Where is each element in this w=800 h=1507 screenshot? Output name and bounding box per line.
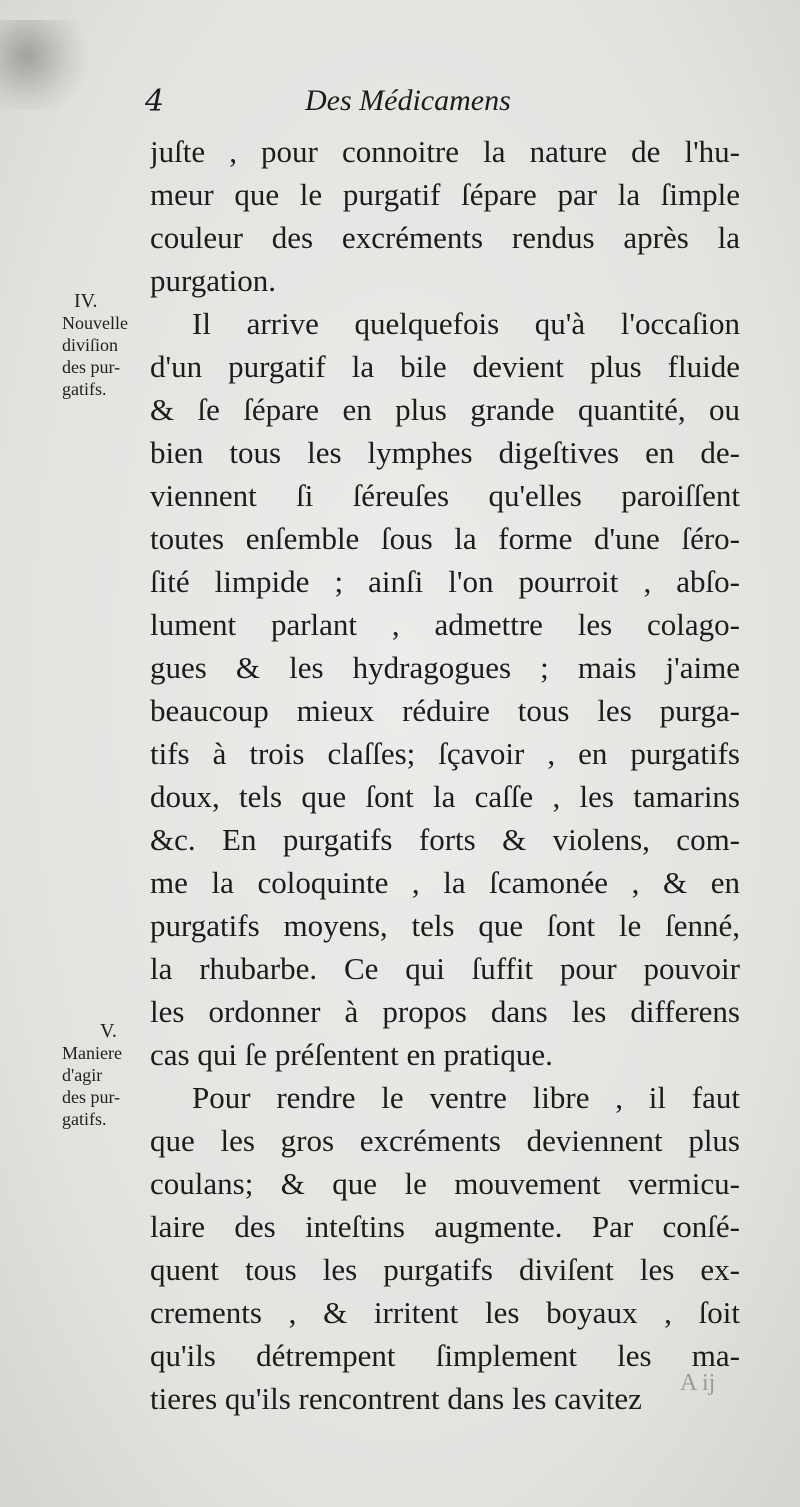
text-line: bien tous les lymphes digeſtives en de- (150, 435, 740, 470)
margin-note-number: IV. (74, 290, 98, 312)
paper-stain (0, 20, 90, 110)
text-line: doux, tels que ſont la caſſe , les tamarins (150, 779, 740, 814)
text-line: toutes enſemble ſous la forme d'une ſéro- (150, 521, 740, 556)
catchword: A ij (680, 1370, 716, 1396)
text-line: lument parlant , admettre les colago- (150, 607, 740, 642)
text-line: d'un purgatif la bile devient plus fluide (150, 349, 740, 384)
margin-note-line: gatifs. (62, 1109, 107, 1129)
margin-note-line: d'agir (62, 1065, 103, 1085)
running-title: Des Médicamens (305, 84, 511, 117)
text-line: les ordonner à propos dans les differens (150, 994, 740, 1029)
margin-note-line: gatifs. (62, 379, 107, 399)
margin-note-line: diviſion (62, 335, 119, 355)
text-line: cas qui ſe préſentent en pratique. (150, 1037, 553, 1072)
text-line: &c. En purgatifs forts & violens, com- (150, 822, 740, 857)
page-number: 4 (145, 84, 165, 119)
text-line: couleur des excréments rendus après la (150, 220, 740, 255)
text-line: quent tous les purgatifs diviſent les ex- (150, 1252, 740, 1287)
text-line: que les gros excréments deviennent plus (150, 1123, 740, 1158)
margin-note-line: Nouvelle (62, 313, 128, 333)
text-line: juſte , pour connoitre la nature de l'hu- (150, 134, 740, 169)
text-line: ſité limpide ; ainſi l'on pourroit , abſo- (150, 564, 740, 599)
margin-note-line: des pur- (62, 1087, 121, 1107)
text-line: gues & les hydragogues ; mais j'aime (150, 650, 740, 685)
text-line: meur que le purgatif ſépare par la ſimple (150, 177, 740, 212)
text-line: & ſe ſépare en plus grande quantité, ou (150, 392, 740, 427)
text-line: la rhubarbe. Ce qui ſuffit pour pouvoir (150, 951, 740, 986)
text-line: laire des inteſtins augmente. Par conſé- (150, 1209, 740, 1244)
text-line: purgatifs moyens, tels que ſont le ſenné, (150, 908, 740, 943)
text-line: crements , & irritent les boyaux , ſoit (150, 1295, 740, 1330)
margin-note-number: V. (100, 1020, 117, 1042)
margin-note-line: des pur- (62, 357, 121, 377)
text-line: viennent ſi ſéreuſes qu'elles paroiſſent (150, 478, 740, 513)
body-text (150, 130, 740, 1420)
text-line: coulans; & que le mouvement vermicu- (150, 1166, 740, 1201)
margin-note-iv (62, 290, 128, 400)
margin-note-v (62, 1020, 122, 1130)
margin-note-line: Maniere (62, 1043, 122, 1063)
text-line: tifs à trois claſſes; ſçavoir , en purgatifs (150, 736, 740, 771)
text-line: purgation. (150, 263, 276, 298)
text-line: Pour rendre le ventre libre , il faut (192, 1080, 740, 1115)
text-line: Il arrive quelquefois qu'à l'occaſion (192, 306, 740, 341)
text-line: beaucoup mieux réduire tous les purga- (150, 693, 740, 728)
text-line: tieres qu'ils rencontrent dans les cavitez (150, 1381, 642, 1416)
running-head (145, 84, 745, 124)
text-line: qu'ils détrempent ſimplement les ma- (150, 1338, 740, 1373)
text-line: me la coloquinte , la ſcamonée , & en (150, 865, 740, 900)
